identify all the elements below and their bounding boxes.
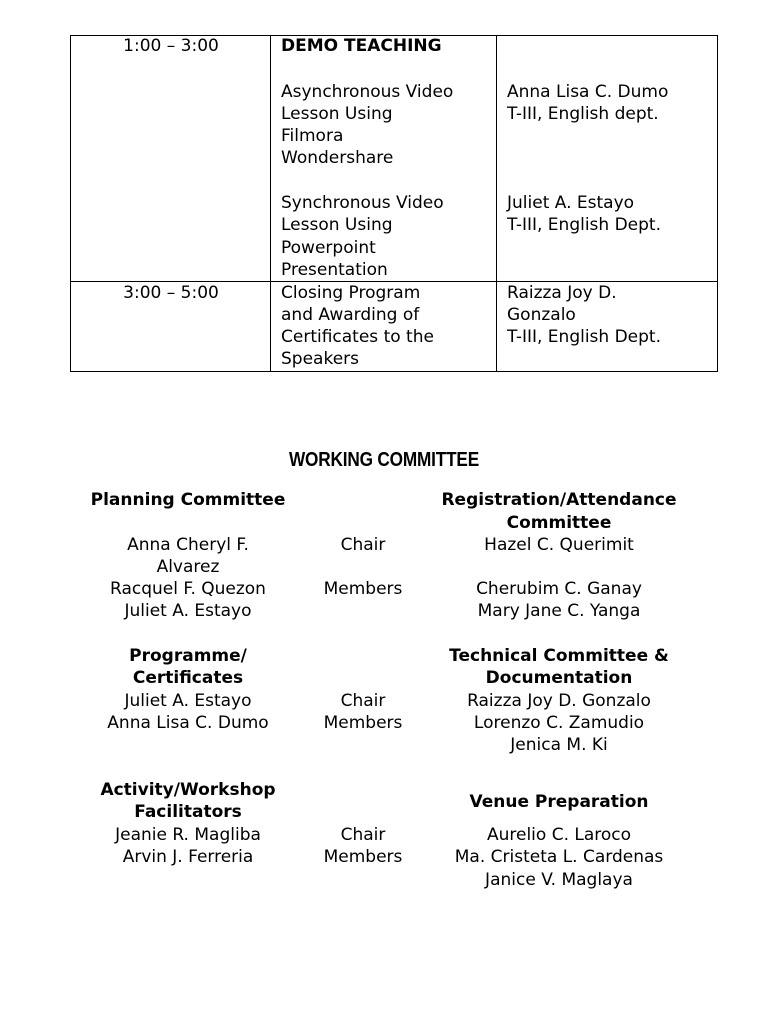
role-label: Chair [340,691,386,711]
committee-member: Jeanie R. Magliba [115,825,261,845]
session-title: DEMO TEACHING [281,36,442,56]
speaker-name: Anna Lisa C. Dumo [507,82,669,102]
table-border-bottom [70,371,718,372]
table-border-left [70,35,71,372]
role-label: Members [323,713,403,733]
role-label: Chair [340,535,386,555]
committee-member: Janice V. Maglaya [485,870,633,890]
session-line: Closing Program [281,283,421,303]
committee-member: Jenica M. Ki [510,735,608,755]
planning-committee-title: Planning Committee [90,490,286,510]
table-column-divider [496,35,497,372]
session-line: Asynchronous Video [281,82,454,102]
table-border-right [717,35,718,372]
time-slot-1: 1:00 – 3:00 [123,36,219,56]
committee-member: Anna Lisa C. Dumo [107,713,269,733]
committee-member: Ma. Cristeta L. Cardenas [454,847,664,867]
session-line: Presentation [281,260,388,280]
committee-member: Alvarez [156,557,220,577]
speaker-position: T-III, English Dept. [507,215,662,235]
session-line: Lesson Using [281,215,393,235]
technical-committee-title: Documentation [485,668,633,688]
role-label: Members [323,579,403,599]
table-column-divider [270,35,271,372]
session-line: Speakers [281,349,360,369]
committee-member: Racquel F. Quezon [110,579,266,599]
activity-committee-title: Facilitators [134,802,242,822]
committee-member: Arvin J. Ferreria [122,847,254,867]
registration-committee-title: Registration/Attendance [441,490,677,510]
speaker-name: Juliet A. Estayo [507,193,635,213]
committee-member: Hazel C. Querimit [484,535,634,555]
speaker-name: Gonzalo [507,305,576,325]
role-label: Chair [340,825,386,845]
committee-member: Raizza Joy D. Gonzalo [467,691,651,711]
session-line: Wondershare [281,148,394,168]
working-committee-heading: WORKING COMMITTEE [288,449,480,471]
speaker-position: T-III, English Dept. [507,327,662,347]
venue-committee-title: Venue Preparation [469,792,649,812]
time-slot-2: 3:00 – 5:00 [123,283,219,303]
speaker-name: Raizza Joy D. [507,283,617,303]
session-line: Filmora [281,126,344,146]
committee-member: Anna Cheryl F. [127,535,249,555]
session-line: Lesson Using [281,104,393,124]
session-line: Powerpoint [281,238,376,258]
committee-member: Lorenzo C. Zamudio [473,713,645,733]
committee-member: Mary Jane C. Yanga [477,601,641,621]
registration-committee-title: Committee [506,513,612,533]
committee-member: Aurelio C. Laroco [486,825,632,845]
committee-member: Juliet A. Estayo [124,691,252,711]
programme-committee-title: Certificates [132,668,244,688]
programme-committee-title: Programme/ [129,646,247,666]
session-line: and Awarding of [281,305,420,325]
activity-committee-title: Activity/Workshop [100,780,276,800]
session-line: Certificates to the [281,327,434,347]
committee-member: Cherubim C. Ganay [476,579,642,599]
role-label: Members [323,847,403,867]
speaker-position: T-III, English dept. [507,104,659,124]
technical-committee-title: Technical Committee & [449,646,669,666]
committee-member: Juliet A. Estayo [124,601,252,621]
session-line: Synchronous Video [281,193,444,213]
